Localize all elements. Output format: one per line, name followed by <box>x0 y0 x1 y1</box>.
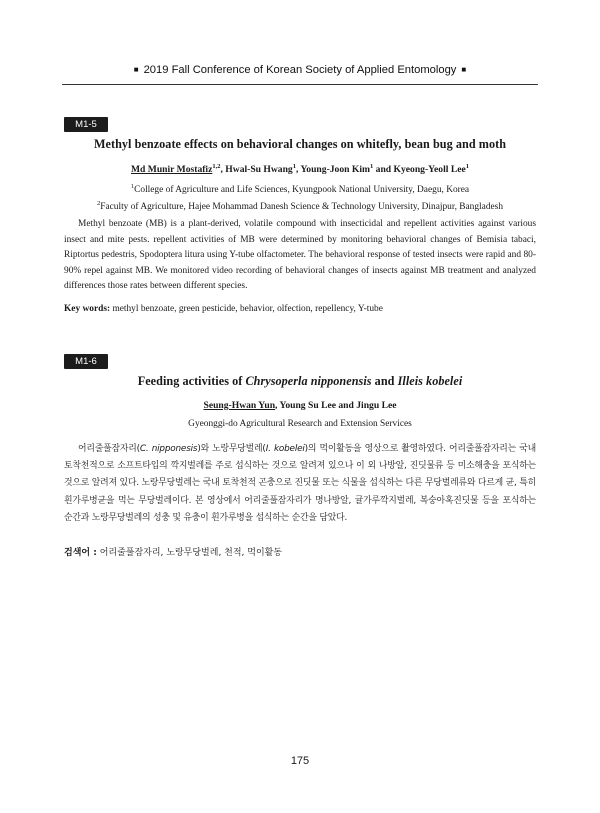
running-header <box>62 64 538 84</box>
square-bullet-icon: ■ <box>461 65 467 74</box>
square-bullet-icon: ■ <box>133 65 139 74</box>
coauthors: , Young Su Lee and Jingu Lee <box>275 400 397 411</box>
presenting-author: Md Munir Mostafiz <box>131 164 213 176</box>
abstract-title: Feeding activities of Chrysoperla nipponensis and Illeis kobelei <box>137 374 463 388</box>
keywords <box>64 304 536 314</box>
abstract-id-tag: M1-5 <box>64 117 108 132</box>
keywords <box>64 545 536 558</box>
abstract-body: Methyl benzoate (MB) is a plant-derived, volatile compound with insecticidal and repellent activities against various insect and mite pests. repellent activities of MB were determined by monitoring behavioral changes of Bemisia tabaci, Riptortus pedestris, Spodoptera litura using Y-tube olfactometer. The behavioral response of tested insects were rapid and 80-90% repel against MB. We monitored video recording of behavioral changes of insects against MB treatment and analyzed differences those rates between different species. <box>64 219 536 291</box>
keywords-value: methyl benzoate, green pesticide, behavior, olfection, repellency, Y-tube <box>112 304 383 314</box>
author: Hwal-Su Hwang <box>225 164 293 176</box>
keywords-label: 검색어 : <box>64 548 97 558</box>
page-number: 175 <box>290 755 310 767</box>
presenting-author: Seung-Hwan Yun <box>203 400 276 411</box>
abstract-title: Methyl benzoate effects on behavioral changes on whitefly, bean bug and moth <box>93 137 507 151</box>
author-list: Md Munir Mostafiz$^{1,2}$, Hwal-Su Hwang$^1$, Young-Joon Kim$^1$ and Kyeong-Yeoll Lee$^1$ <box>131 163 469 176</box>
species-name: Chrysoperla nipponensis <box>245 374 372 388</box>
header-rule <box>62 84 538 85</box>
affiliation: Gyeonggi-do Agricultural Research and Extension Services <box>188 419 412 429</box>
keywords-label: Key words: <box>64 304 111 314</box>
keywords-value: 어리줄풀잠자리, 노랑무당벌레, 천적, 먹이활동 <box>99 548 283 558</box>
affiliations <box>62 180 538 214</box>
author-list <box>62 400 538 411</box>
abstract-id-tag: M1-6 <box>64 354 108 369</box>
author: Kyeong-Yeoll Lee <box>393 164 466 176</box>
affiliation: $^1$College of Agriculture and Life Sciences, Kyungpook National University, Daegu, Korea <box>130 183 470 196</box>
running-header-text: 2019 Fall Conference of Korean Society of Applied Entomology <box>143 64 457 76</box>
author: Young-Joon Kim <box>300 164 371 176</box>
abstract-body: 어리줄풀잠자리(C. nipponesis)와 노랑무당벌레(I. kobelei)의 먹이활동을 영상으로 촬영하였다. 어리줄풀잠자리는 국내 토착천적으로 소프트타입의 깍지벌레를 주로 섭식하는 것으로 알려져 있으나 이 외 나방알, 진딧물류 등 미소해충을 포식하는 것으로 알려져 있다. 노랑무당벌레는 국내 토착천적 곤충으로 진딧물 또는 식물을 섭식하는 다른 무당벌레류와 다르게 균, 특히 흰가루병균을 먹는 무당벌레이다. 본 영상에서 어리줄풀잠자리가 명나방알, 귤가루깍지벌레, 복숭아혹진딧물 등을 포식하는 순간과 노랑무당벌레의 성충 및 유충이 흰가루병을 섭식하는 순간을 담았다. <box>64 444 536 523</box>
affiliation: $^2$Faculty of Agriculture, Hajee Mohammad Danesh Science & Technology University, Dinajpur, Bangladesh <box>96 200 504 213</box>
species-name: Illeis kobelei <box>397 374 463 388</box>
